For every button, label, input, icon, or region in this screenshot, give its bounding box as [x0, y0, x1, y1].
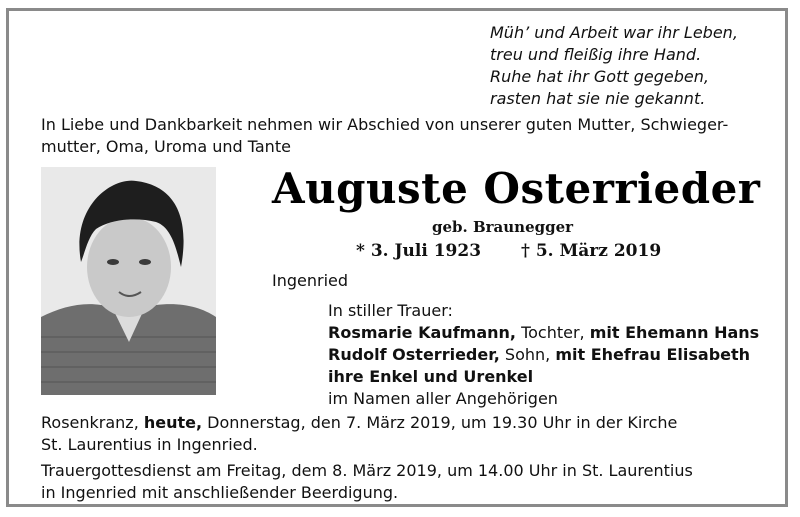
poem [490, 22, 738, 110]
birth-date-line [356, 240, 481, 262]
mourner-line-2 [328, 344, 750, 366]
mourner-role: Tochter, [515, 323, 590, 342]
deceased-name: Auguste Osterrieder [272, 164, 761, 213]
funeral-line-2: in Ingenried mit anschließender Beerdigung. [41, 483, 399, 502]
cross-icon: † [521, 241, 530, 261]
birth-symbol: * [356, 241, 365, 261]
portrait-image [41, 167, 216, 395]
rosary-label: Rosenkranz, [41, 413, 144, 432]
poem-line: Ruhe hat ihr Gott gegeben, [490, 67, 709, 86]
mourner-role: Sohn, [499, 345, 556, 364]
mourner-name: Rosmarie Kaufmann, [328, 323, 516, 342]
intro-line-1: In Liebe und Dankbarkeit nehmen wir Abschied von unserer guten Mutter, Schwieger- [41, 115, 729, 134]
mourner-spouse: mit Ehemann Hans [589, 323, 760, 342]
mourner-line-1 [328, 322, 759, 344]
mourners-intro: In stiller Trauer: [328, 301, 453, 320]
rosary-line-1 [41, 412, 677, 434]
mourner-spouse: mit Ehefrau Elisabeth [555, 345, 751, 364]
rosary-line-2: St. Laurentius in Ingenried. [41, 435, 258, 454]
place: Ingenried [272, 271, 349, 290]
portrait-photo [41, 167, 216, 395]
intro-line-2: mutter, Oma, Uroma und Tante [41, 137, 291, 156]
funeral-line-1: Trauergottesdienst am Freitag, dem 8. März 2019, um 14.00 Uhr in St. Laurentius [41, 461, 693, 480]
mourner-name: Rudolf Osterrieder, [328, 345, 500, 364]
poem-line: treu und fleißig ihre Hand. [490, 45, 702, 64]
grandchildren: ihre Enkel und Urenkel [328, 367, 534, 386]
poem-line: rasten hat sie nie gekannt. [490, 89, 706, 108]
death-date: 5. März 2019 [535, 241, 662, 261]
birth-date: 3. Juli 1923 [370, 241, 482, 261]
all-relatives: im Namen aller Angehörigen [328, 389, 558, 408]
rosary-details: Donnerstag, den 7. März 2019, um 19.30 Uhr in der Kirche [202, 413, 678, 432]
poem-line: Müh’ und Arbeit war ihr Leben, [490, 23, 738, 42]
rosary-today: heute, [143, 413, 203, 432]
maiden-name: geb. Braunegger [432, 218, 574, 236]
death-date-line [521, 240, 661, 262]
